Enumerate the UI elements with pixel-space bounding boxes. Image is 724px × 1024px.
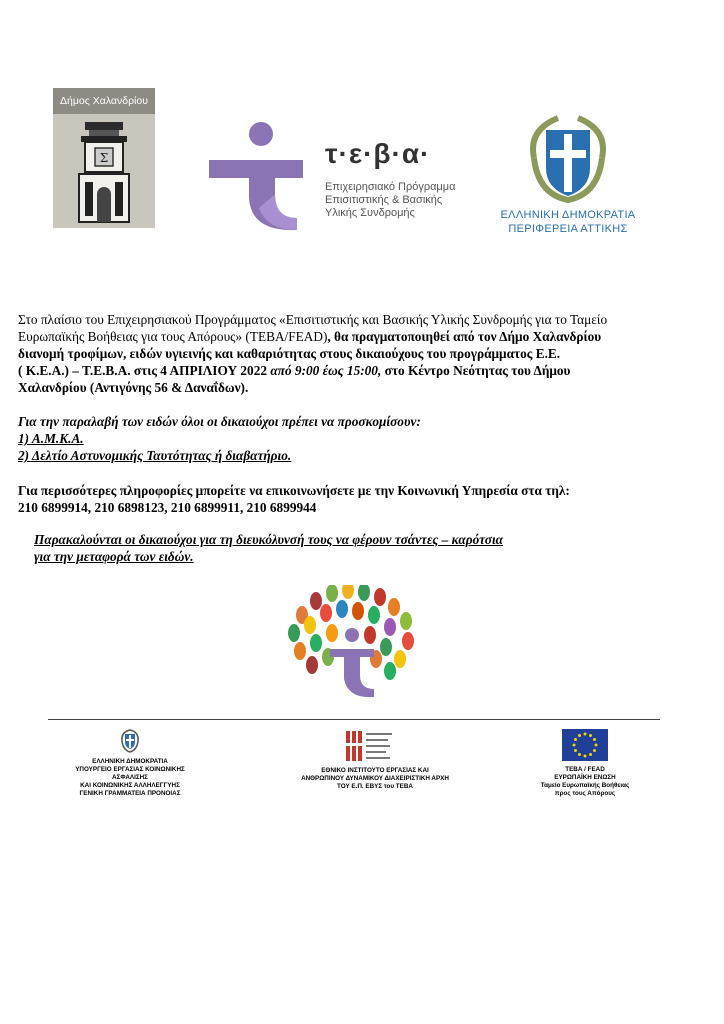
contact-text: Για περισσότερες πληροφορίες μπορείτε να επικοινωνήσετε με την Κοινωνική Υπηρεσία στα τηλ: xyxy=(18,483,570,498)
tree-illustration-icon xyxy=(282,585,422,703)
greece-text xyxy=(498,208,638,236)
greek-republic-logo xyxy=(498,110,638,240)
organizer-text: , θα πραγματοποιηθεί από τον Δήμο Χαλανδρίου xyxy=(327,329,602,344)
paragraph-line: Στο πλαίσιο του Επιχειρησιακού Προγράμματος «Επισιτιστικής και Βασικής Υλικής Συνδρομής για το Ταμείο xyxy=(18,312,608,327)
teva-subtitle-line: Επιχειρησιακό Πρόγραμμα xyxy=(325,181,456,193)
paragraph-line: διανομή τροφίμων, ειδών υγιεινής και καθαριότητας στους δικαιούχους του προγράμματος Ε.Ε. xyxy=(18,346,561,361)
footer-eu xyxy=(535,766,635,798)
program-name: Ευρωπαϊκής Βοήθειας για τους Απόρους» (ΤΕΒΑ/FEAD) xyxy=(18,329,328,344)
footer-eiead xyxy=(295,767,455,791)
footer-line: ΓΕΝΙΚΗ ΓΡΑΜΜΑΤΕΙΑ ΠΡΟΝΟΙΑΣ xyxy=(79,790,181,797)
time-text: από 9:00 έως 15:00, xyxy=(270,363,382,378)
footer-ministry xyxy=(60,758,200,798)
footer-line: Ταμείο Ευρωπαϊκής Βοήθειας xyxy=(540,782,630,789)
footer-line: ΕΘΝΙΚΟ ΙΝΣΤΙΤΟΥΤΟ ΕΡΓΑΣΙΑΣ ΚΑΙ xyxy=(321,767,429,774)
document-item: 2) Δελτίο Αστυνομικής Ταυτότητας ή διαβατήριο. xyxy=(18,448,292,463)
dimos-logo-text: Δήμος Χαλανδρίου xyxy=(53,88,155,114)
date-text: ( Κ.Ε.Α.) – Τ.Ε.Β.Α. στις 4 ΑΠΡΙΛΙΟΥ 2022 xyxy=(18,363,271,378)
svg-text:Σ: Σ xyxy=(99,151,109,165)
teva-logo-icon xyxy=(205,118,320,238)
dimos-logo xyxy=(53,88,155,228)
eu-flag-icon xyxy=(562,729,608,761)
teva-subtitle-line: Επισιτιστικής & Βασικής xyxy=(325,194,443,206)
paragraph-line xyxy=(18,328,708,345)
dimos-tower-icon xyxy=(71,118,137,224)
footer-line: ΑΝΘΡΩΠΙΝΟΥ ΔΥΝΑΜΙΚΟΥ ΔΙΑΧΕΙΡΙΣΤΙΚΗ ΑΡΧΗ xyxy=(301,775,449,782)
footer-line: ΕΥΡΩΠΑΪΚΗ ΕΝΩΣΗ xyxy=(554,774,616,781)
footer-line: ΕΛΛΗΝΙΚΗ ΔΗΜΟΚΡΑΤΙΑ xyxy=(92,758,168,765)
location-text: στο Κέντρο Νεότητας του Δήμου xyxy=(381,363,571,378)
paragraph-line xyxy=(18,362,708,379)
greece-text-line: ΕΛΛΗΝΙΚΗ ΔΗΜΟΚΡΑΤΙΑ xyxy=(500,209,636,221)
footer-line: προς τους Απόρους xyxy=(554,790,616,797)
contact-phones: 210 6899914, 210 6898123, 210 6899911, 210 6899944 xyxy=(18,500,317,515)
teva-wordmark: τ·ε·β·α· xyxy=(325,138,431,169)
footer-divider xyxy=(48,719,660,720)
announcement-paragraph xyxy=(18,311,708,396)
request-section xyxy=(34,531,674,565)
teva-subtitle-line: Υλικής Συνδρομής xyxy=(325,207,415,219)
request-line: Παρακαλούνται οι δικαιούχοι για τη διευκόλυνσή τους να φέρουν τσάντες – καρότσια xyxy=(34,532,504,547)
teva-logo xyxy=(205,118,495,238)
contact-section xyxy=(18,482,708,516)
footer-line: ΥΠΟΥΡΓΕΙΟ ΕΡΓΑΣΙΑΣ ΚΟΙΝΩΝΙΚΗΣ ΑΣΦΑΛΙΣΗΣ xyxy=(75,766,185,781)
document-item: 1) Α.Μ.Κ.Α. xyxy=(18,431,84,446)
teva-subtitle xyxy=(325,181,455,220)
paragraph-line: Χαλανδρίου (Αντιγόνης 56 & Δαναΐδων). xyxy=(18,380,249,395)
greece-text-line: ΠΕΡΙΦΕΡΕΙΑ ΑΤΤΙΚΗΣ xyxy=(508,223,628,235)
footer-line: ΚΑΙ ΚΟΙΝΩΝΙΚΗΣ ΑΛΛΗΛΕΓΓΥΗΣ xyxy=(80,782,180,789)
greek-emblem-small-icon xyxy=(119,729,141,753)
request-line: για την μεταφορά των ειδών. xyxy=(34,549,194,564)
footer-line: ΤΕΒΑ / FEAD xyxy=(565,766,605,773)
eiead-logo-icon xyxy=(344,729,404,763)
documents-heading: Για την παραλαβή των ειδών όλοι οι δικαιούχοι πρέπει να προσκομίσουν: xyxy=(18,414,421,429)
footer-line: ΤΟΥ Ε.Π. ΕΒΥΣ του ΤΕΒΑ xyxy=(337,783,413,790)
documents-section xyxy=(18,413,708,464)
greek-emblem-icon xyxy=(498,110,638,206)
